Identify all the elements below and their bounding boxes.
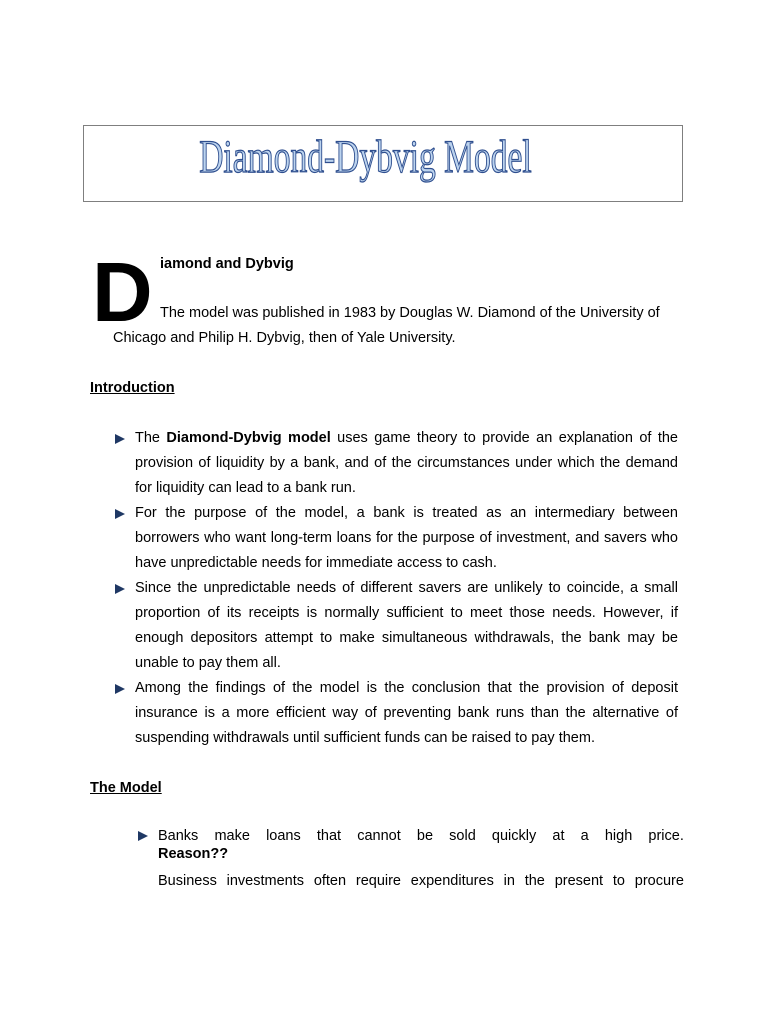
word: that <box>316 828 342 844</box>
model-paragraph <box>158 873 684 889</box>
word: price. <box>648 828 684 844</box>
list-item <box>113 576 678 676</box>
triangle-bullet-icon <box>138 831 148 841</box>
triangle-bullet-icon <box>115 684 125 694</box>
introduction-bullet-list <box>113 426 678 751</box>
word: procure <box>634 873 684 889</box>
title-text: Diamond-Dybvig Model <box>199 130 532 183</box>
the-model-heading: The Model <box>90 780 162 796</box>
word: at <box>552 828 565 844</box>
word: a <box>580 828 589 844</box>
triangle-bullet-icon <box>115 434 125 444</box>
word: high <box>604 828 633 844</box>
word: be <box>416 828 434 844</box>
word: sold <box>449 828 476 844</box>
bullet-text-bold: Diamond-Dybvig model <box>166 430 331 446</box>
word: investments <box>226 873 305 889</box>
intro-line-1: The model was published in 1983 by Douglas W. Diamond of the University of <box>160 305 660 321</box>
intro-line-2: Chicago and Philip H. Dybvig, then of Yale University. <box>113 330 456 346</box>
bullet-text: uses game theory to provide an explanation of the provision of liquidity by a bank, and of the circumstances under which the demand for liquidity can lead to a bank run. <box>135 430 678 496</box>
bullet-text-prefix: The <box>135 430 167 446</box>
triangle-bullet-icon <box>115 509 125 519</box>
word: often <box>313 873 347 889</box>
word: make <box>214 828 250 844</box>
word: Business <box>158 873 217 889</box>
word: in <box>503 873 515 889</box>
list-item <box>113 676 678 751</box>
introduction-heading: Introduction <box>90 380 175 396</box>
bullet-text: Since the unpredictable needs of different savers are unlikely to coincide, a small proportion of its receipts is normally sufficient to meet those needs. However, if enough depositors attempt to make simultaneous withdrawals, the bank may be unable to pay them all. <box>135 580 678 671</box>
list-item <box>113 426 678 501</box>
title-box <box>83 125 683 202</box>
bullet-text: Among the findings of the model is the conclusion that the provision of deposit insurance is a more efficient way of preventing bank runs than the alternative of suspending withdrawals until sufficient funds can be raised to pay them. <box>135 680 678 746</box>
word: require <box>355 873 401 889</box>
word: the <box>524 873 545 889</box>
word: loans <box>266 828 301 844</box>
word: Banks <box>158 828 199 844</box>
bullet-text: For the purpose of the model, a bank is treated as an intermediary between borrowers who want long-term loans for the purpose of investment, and savers who have unpredictable needs for immediate access to cash. <box>135 505 678 571</box>
intro-heading: iamond and Dybvig <box>160 256 294 272</box>
model-bullet-text <box>158 827 684 845</box>
drop-cap: D <box>92 245 153 339</box>
word: quickly <box>491 828 537 844</box>
word: present <box>554 873 604 889</box>
list-item <box>113 501 678 576</box>
word: cannot <box>357 828 401 844</box>
list-item <box>136 827 684 863</box>
reason-label: Reason?? <box>158 846 229 862</box>
wordart-title <box>84 126 682 201</box>
word: expenditures <box>410 873 494 889</box>
triangle-bullet-icon <box>115 584 125 594</box>
model-bullet-list <box>136 827 684 863</box>
word: to <box>612 873 625 889</box>
